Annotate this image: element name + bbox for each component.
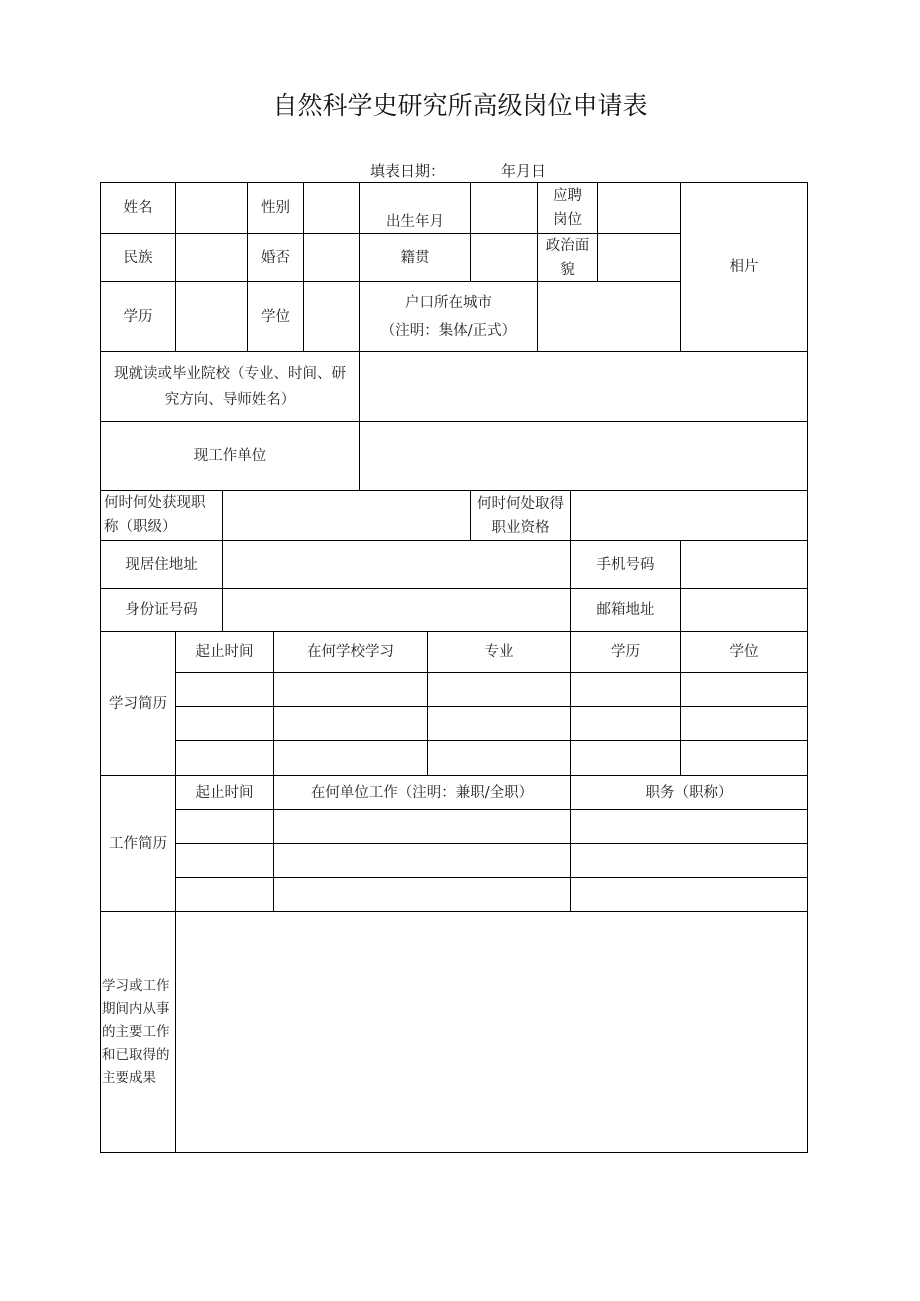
work-history-label: 工作简历 <box>109 835 167 852</box>
birth-field[interactable] <box>471 183 537 233</box>
form-title: 自然科学史研究所高级岗位申请表 <box>272 91 648 120</box>
title-obtained-label <box>101 491 222 540</box>
mobile-field[interactable] <box>681 541 807 588</box>
work-header-post: 职务（职称） <box>645 784 733 801</box>
gender-field[interactable] <box>304 183 359 233</box>
email-field[interactable] <box>681 589 807 631</box>
work-header-period: 起止时间 <box>195 784 254 801</box>
study-header-education: 学历 <box>611 644 640 660</box>
fill-date-label: 填表日期： <box>370 162 446 180</box>
photo-box: 相片 <box>729 259 759 275</box>
work-unit-field[interactable] <box>360 422 807 490</box>
study-header-major: 专业 <box>484 644 514 660</box>
name-label: 姓名 <box>123 200 153 216</box>
hukou-label <box>360 282 537 351</box>
fill-date-ymd: 年月日 <box>501 162 547 180</box>
achievements-line1: 学习或工作 <box>102 977 170 994</box>
education-field[interactable] <box>176 282 247 351</box>
title-obtained-field[interactable] <box>223 491 470 540</box>
achievements-line2: 期间内从事 <box>102 1000 170 1017</box>
work-header-unit: 在何单位工作（注明：兼职/全职） <box>310 784 534 801</box>
birth-label: 出生年月 <box>386 214 444 230</box>
gender-label: 性别 <box>261 200 290 216</box>
position-label-line1: 应聘 <box>553 188 582 204</box>
degree-field[interactable] <box>304 282 359 351</box>
achievements-label <box>101 912 175 1152</box>
achievements-line5: 主要成果 <box>102 1069 156 1086</box>
study-row[interactable] <box>176 707 807 740</box>
qualification-line2: 职业资格 <box>491 519 550 536</box>
achievements-line3: 的主要工作 <box>102 1023 170 1040</box>
study-row[interactable] <box>176 741 807 775</box>
hukou-field[interactable] <box>538 282 680 351</box>
mobile-label: 手机号码 <box>596 556 655 573</box>
native-place-field[interactable] <box>471 234 537 281</box>
name-field[interactable] <box>176 183 247 233</box>
ethnicity-field[interactable] <box>176 234 247 281</box>
position-label <box>538 183 597 233</box>
title-obtained-line1: 何时何处获现职 <box>104 495 206 511</box>
hukou-label-line1: 户口所在城市 <box>405 294 492 311</box>
qualification-field[interactable] <box>571 491 807 540</box>
study-header-school: 在何学校学习 <box>307 644 394 660</box>
marital-field[interactable] <box>304 234 359 281</box>
study-header-period: 起止时间 <box>195 644 254 660</box>
school-label-line1: 现就读或毕业院校（专业、时间、研 <box>114 365 346 382</box>
qualification-label <box>471 491 570 540</box>
study-row[interactable] <box>176 673 807 706</box>
title-obtained-line2: 称（职级） <box>104 519 177 535</box>
work-row[interactable] <box>176 844 807 877</box>
politics-label-line2: 貌 <box>560 261 575 278</box>
position-field[interactable] <box>598 183 680 233</box>
marital-label: 婚否 <box>261 249 290 266</box>
qualification-line1: 何时何处取得 <box>477 495 564 512</box>
degree-label: 学位 <box>261 308 290 325</box>
id-number-field[interactable] <box>223 589 570 631</box>
achievements-field[interactable] <box>176 912 807 1152</box>
achievements-line4: 和已取得的 <box>102 1046 170 1063</box>
position-label-line2: 岗位 <box>553 212 582 228</box>
school-field[interactable] <box>360 352 807 421</box>
address-label: 现居住地址 <box>125 556 198 573</box>
study-history-label: 学习简历 <box>109 695 167 712</box>
education-label: 学历 <box>123 308 153 325</box>
work-unit-label: 现工作单位 <box>193 448 267 464</box>
work-row[interactable] <box>176 878 807 911</box>
native-place-label: 籍贯 <box>400 249 430 266</box>
politics-label <box>538 234 597 281</box>
hukou-label-line2: （注明：集体/正式） <box>380 322 517 339</box>
email-label: 邮箱地址 <box>596 602 655 618</box>
study-header-degree: 学位 <box>729 644 759 660</box>
ethnicity-label: 民族 <box>123 249 153 266</box>
address-field[interactable] <box>223 541 570 588</box>
school-label-line2: 究方向、导师姓名） <box>164 391 296 408</box>
politics-label-line1: 政治面 <box>545 237 590 254</box>
school-label <box>101 352 359 421</box>
work-row[interactable] <box>176 810 807 843</box>
id-number-label: 身份证号码 <box>125 602 198 618</box>
politics-field[interactable] <box>598 234 680 281</box>
